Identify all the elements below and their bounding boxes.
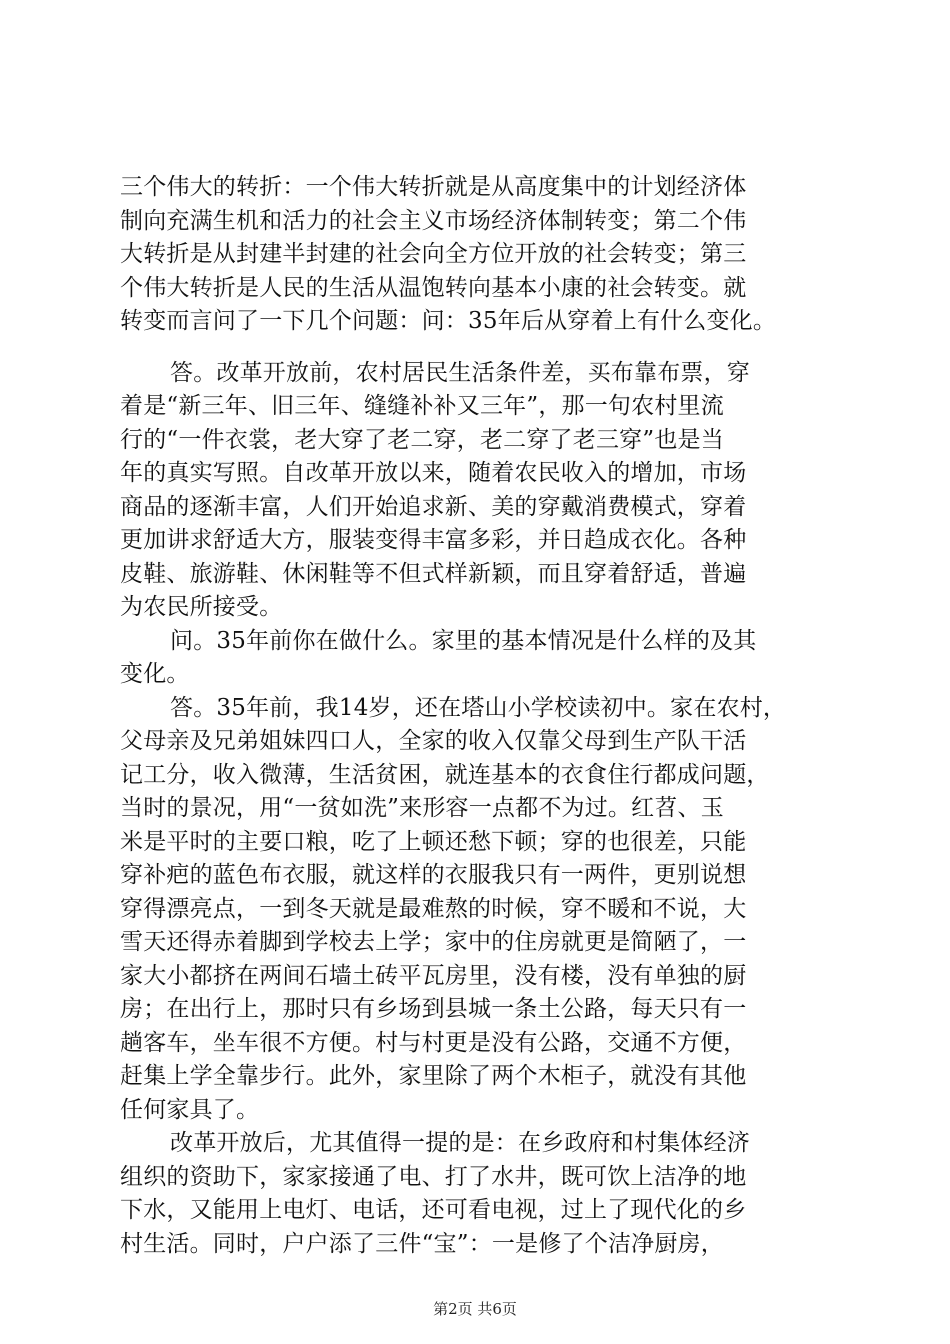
text-line: 商品的逐渐丰富，人们开始追求新、美的穿戴消费模式，穿着 — [120, 493, 747, 520]
text-line: 米是平时的主要口粮，吃了上顿还愁下顿；穿的也很差，只能 — [120, 828, 747, 855]
text-line: 家大小都挤在两间石墙土砖平瓦房里，没有楼，没有单独的厨 — [120, 962, 747, 989]
page-number: 第2页 共6页 — [433, 1300, 517, 1318]
text-line: 年的真实写照。自改革开放以来，随着农民收入的增加，市场 — [120, 460, 747, 486]
paragraph-first-line: 改革开放后，尤其值得一提的是：在乡政府和村集体经济 — [170, 1130, 750, 1156]
text-line: 村生活。同时，户户添了三件“宝”：一是修了个洁净厨房， — [120, 1230, 724, 1257]
text-line: 组织的资助下，家家接通了电、打了水井，既可饮上洁净的地 — [120, 1163, 747, 1190]
text-line: 任何家具了。 — [120, 1096, 260, 1123]
text-line: 个伟大转折是人民的生活从温饱转向基本小康的社会转变。就 — [120, 274, 747, 301]
text-line: 当时的景况，用“一贫如洗”来形容一点都不为过。红苕、玉 — [120, 795, 724, 821]
text-line: 为农民所接受。 — [120, 594, 283, 620]
text-line: 记工分，收入微薄，生活贫困，就连基本的衣食住行都成问题， — [120, 761, 770, 788]
text-line: 下水，又能用上电灯、电话，还可看电视，过上了现代化的乡 — [120, 1197, 747, 1223]
text-line: 更加讲求舒适大方，服装变得丰富多彩，并日趋成衣化。各种 — [120, 527, 747, 553]
text-line: 着是“新三年、旧三年、缝缝补补又三年”，那一句农村里流 — [120, 393, 724, 419]
text-line: 穿补疤的蓝色布衣服，就这样的衣服我只有一两件，更别说想 — [120, 862, 747, 888]
text-line: 转变而言问了一下几个问题：问：35年后从穿着上有什么变化。 — [120, 308, 777, 334]
text-line: 皮鞋、旅游鞋、休闲鞋等不但式样新颖，而且穿着舒适，普遍 — [120, 560, 747, 587]
text-line: 房；在出行上，那时只有乡场到县城一条土公路，每天只有一 — [120, 996, 747, 1022]
text-line: 三个伟大的转折：一个伟大转折就是从高度集中的计划经济体 — [120, 174, 747, 200]
paragraph-gap — [120, 339, 832, 357]
page-footer — [0, 1299, 950, 1319]
text-line: 穿得漂亮点，一到冬天就是最难熬的时候，穿不暖和不说，大 — [120, 895, 747, 922]
document-body — [120, 171, 832, 1261]
text-line: 制向充满生机和活力的社会主义市场经济体制转变；第二个伟 — [120, 207, 747, 234]
paragraph-first-line: 问。35年前你在做什么。家里的基本情况是什么样的及其 — [170, 627, 757, 654]
text-line: 雪天还得赤着脚到学校去上学；家中的住房就更是简陋了，一 — [120, 929, 747, 955]
text-line: 行的“一件衣裳，老大穿了老二穿，老二穿了老三穿”也是当 — [120, 426, 724, 453]
text-line: 赶集上学全靠步行。此外，家里除了两个木柜子，就没有其他 — [120, 1063, 747, 1089]
text-line: 趟客车，坐车很不方便。村与村更是没有公路，交通不方便， — [120, 1029, 747, 1056]
text-line: 变化。 — [120, 661, 190, 687]
text-line: 父母亲及兄弟姐妹四口人，全家的收入仅靠父母到生产队干活 — [120, 728, 747, 754]
text-line: 大转折是从封建半封建的社会向全方位开放的社会转变；第三 — [120, 241, 747, 267]
paragraph-first-line: 答。35年前，我14岁，还在塔山小学校读初中。家在农村， — [170, 694, 787, 721]
paragraph-first-line: 答。改革开放前，农村居民生活条件差，买布靠布票，穿 — [170, 359, 750, 386]
